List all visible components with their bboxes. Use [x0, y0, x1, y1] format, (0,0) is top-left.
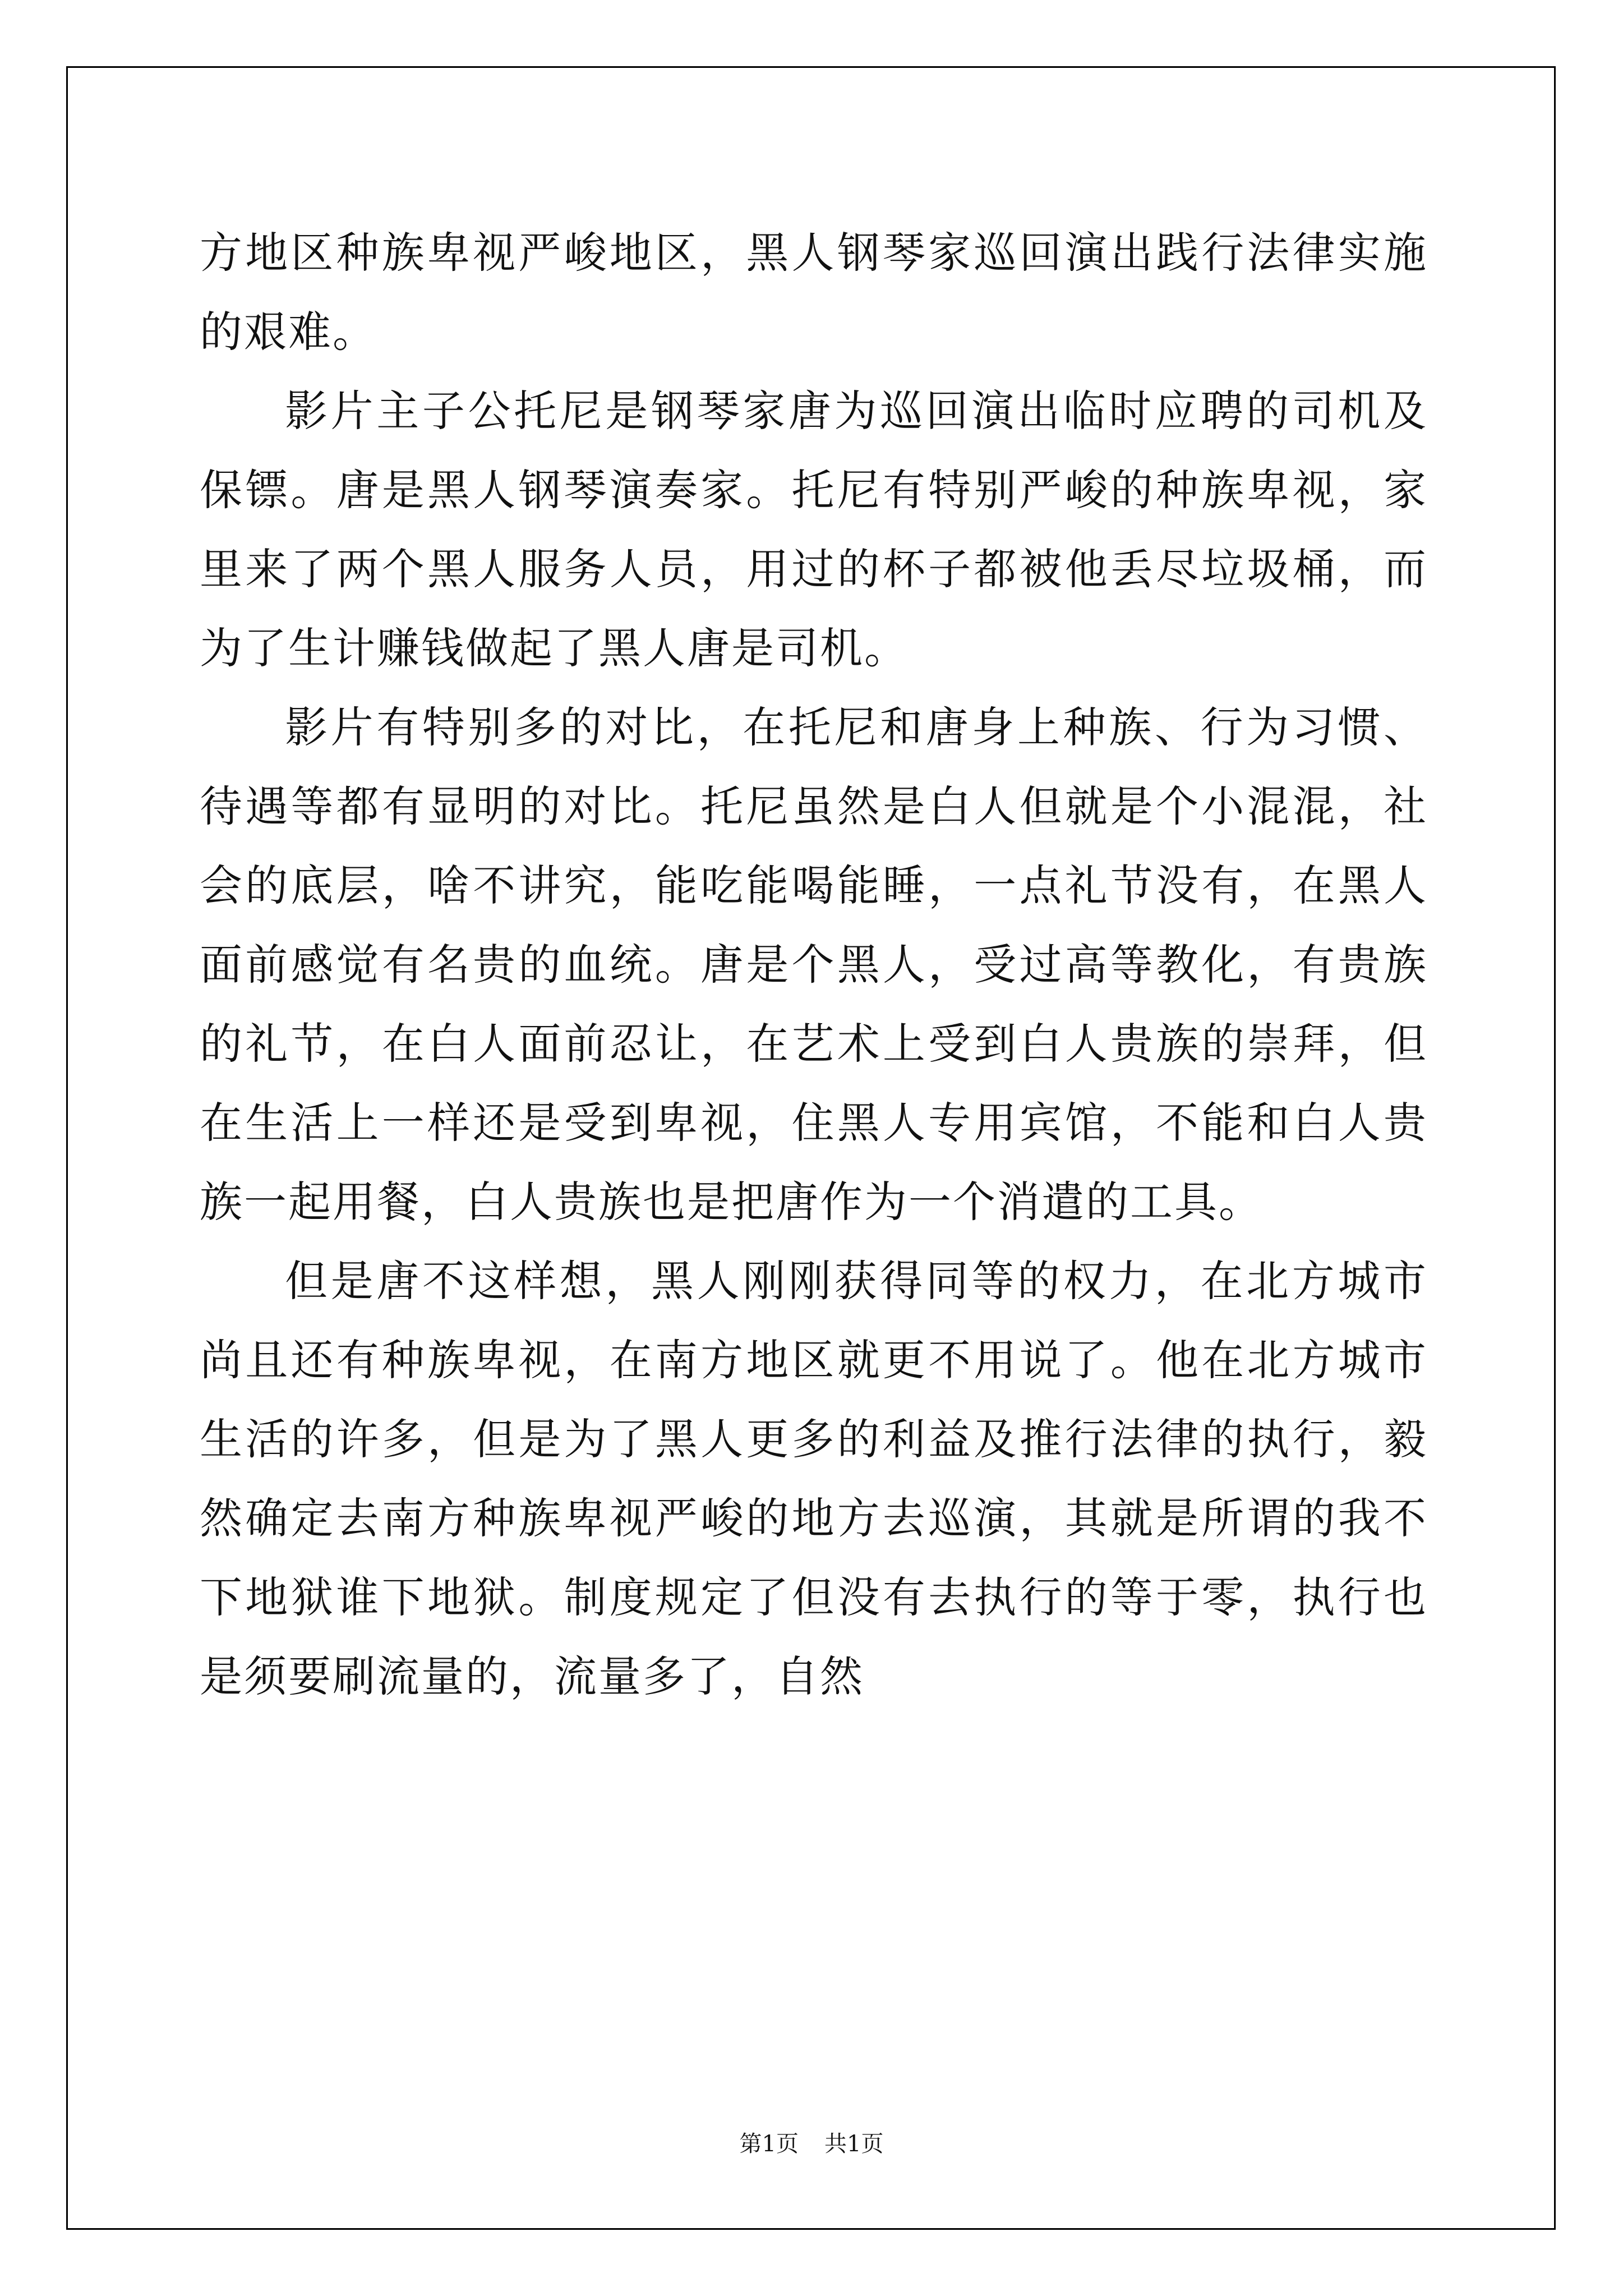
page-footer — [0, 2126, 1623, 2158]
page-total: 共1页 — [824, 2131, 884, 2157]
paragraph-3: 影片有特别多的对比，在托尼和唐身上种族、行为习惯、待遇等都有显明的对比。托尼虽然是白人但就是个小混混，社会的底层，啥不讲究，能吃能喝能睡，一点礼节没有，在黑人面前感觉有名贵的血统。唐是个黑人，受过高等教化，有贵族的礼节，在白人面前忍让，在艺术上受到白人贵族的崇拜，但在生活上一样还是受到卑视，住黑人专用宾馆，不能和白人贵族一起用餐，白人贵族也是把唐作为一个消遣的工具。 — [200, 702, 1428, 1227]
page-number: 第1页 — [739, 2131, 799, 2157]
paragraph-1: 方地区种族卑视严峻地区，黑人钢琴家巡回演出践行法律实施的艰难。 — [200, 228, 1428, 357]
paragraph-4: 但是唐不这样想，黑人刚刚获得同等的权力，在北方城市尚且还有种族卑视，在南方地区就更不用说了。他在北方城市生活的许多，但是为了黑人更多的利益及推行法律的执行，毅然确定去南方种族卑视严峻的地方去巡演，其就是所谓的我不下地狱谁下地狱。制度规定了但没有去执行的等于零，执行也是须要刷流量的，流量多了，自然 — [200, 1256, 1428, 1701]
document-body — [200, 213, 1428, 1716]
paragraph-2: 影片主子公托尼是钢琴家唐为巡回演出临时应聘的司机及保镖。唐是黑人钢琴演奏家。托尼有特别严峻的种族卑视，家里来了两个黑人服务人员，用过的杯子都被他丢尽垃圾桶，而为了生计赚钱做起了黑人唐是司机。 — [200, 386, 1428, 673]
